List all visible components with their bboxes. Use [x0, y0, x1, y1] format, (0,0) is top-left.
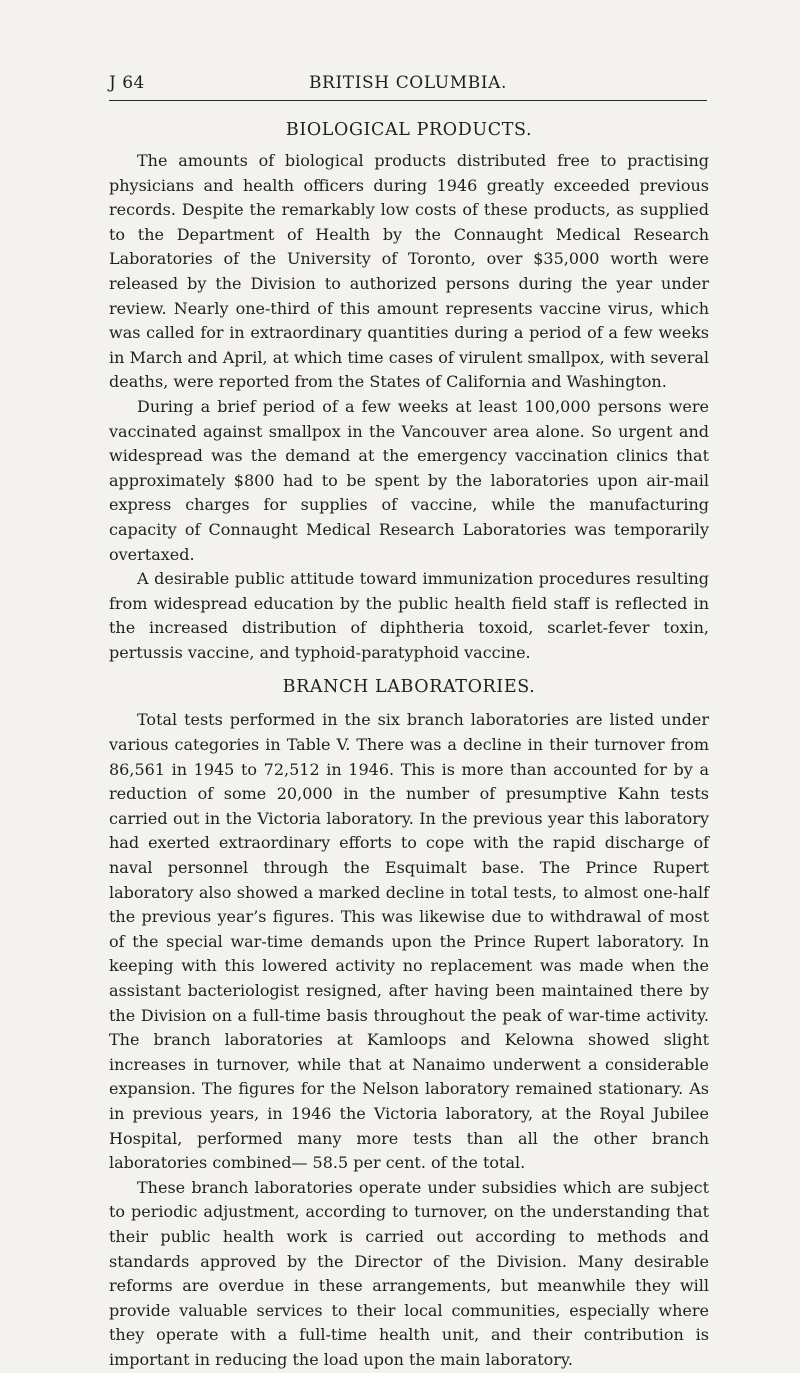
paragraph: The amounts of biological products distributed free to practising physicians and health officers during 1946 greatly exceeded previous records. Despite the remarkably low costs of these products, as supplied to the Department of Health by the Connaught Medical Research Laboratories of the University of Toronto, over $35,000 worth were released by the Division to authorized persons during the year under review. Nearly one-third of this amount represents vaccine virus, which was called for in extraordinary quantities during a period of a few weeks in March and April, at which time cases of virulent smallpox, with several deaths, were reported from the States of California and Washington. [109, 151, 709, 392]
paragraph: These branch laboratories operate under subsidies which are subject to periodic adjustment, according to turnover, on the understanding that their public health work is carried out according to methods and standards approved by the Director of the Division. Many desirable reforms are overdue in these arrangements, but meanwhile they will provide valuable services to their local communities, especially where they operate with a full-time health unit, and their contribution is important in reducing the load upon the main laboratory. [109, 1177, 709, 1369]
running-title: BRITISH COLUMBIA. [308, 73, 508, 93]
section-heading: BIOLOGICAL PRODUCTS. [285, 120, 533, 140]
section-biological-products [109, 117, 709, 665]
paragraph: Total tests performed in the six branch laboratories are listed under various categories in Table V. There was a decline in their turnover from 86,561 in 1945 to 72,512 in 1946. This is more than accounted for by a reduction of some 20,000 in the number of presumptive Kahn tests carried out in the Victoria laboratory. In the previous year this laboratory had exerted extraordinary efforts to cope with the rapid discharge of naval personnel through the Esquimalt base. The Prince Rupert laboratory also showed a marked decline in total tests, to almost one-half the previous year’s figures. This was likewise due to withdrawal of most of the special war-time demands upon the Prince Rupert laboratory. In keeping with this lowered activity no replacement was made when the assistant bacteriologist resigned, after having been maintained there by the Division on a full-time basis throughout the peak of war-time activity. The branch laboratories at Kamloops and Kelowna showed slight increases in turnover, while that at Nanaimo underwent a considerable expansion. The figures for the Nelson laboratory remained stationary. As in previous years, in 1946 the Victoria laboratory, at the Royal Jubilee Hospital, performed many more tests than all the other branch laboratories combined— 58.5 per cent. of the total. [109, 710, 709, 1173]
paragraph: A desirable public attitude toward immunization procedures resulting from widespread education by the public health field staff is reflected in the increased distribution of diphtheria toxoid, scarlet-fever toxin, pertussis vaccine, and typhoid-paratyphoid vaccine. [109, 569, 709, 662]
running-header [109, 72, 707, 101]
section-branch-laboratories [109, 674, 709, 1372]
page-body [109, 117, 709, 1373]
paragraph: During a brief period of a few weeks at least 100,000 persons were vaccinated against smallpox in the Vancouver area alone. So urgent and widespread was the demand at the emergency vaccination clinics that approximately $800 had to be spent by the laboratories upon air-mail express charges for supplies of vaccine, while the manufacturing capacity of Connaught Medical Research Laboratories was temporarily overtaxed. [109, 396, 709, 564]
page-number: J 64 [109, 73, 145, 93]
section-heading: BRANCH LABORATORIES. [282, 677, 536, 698]
